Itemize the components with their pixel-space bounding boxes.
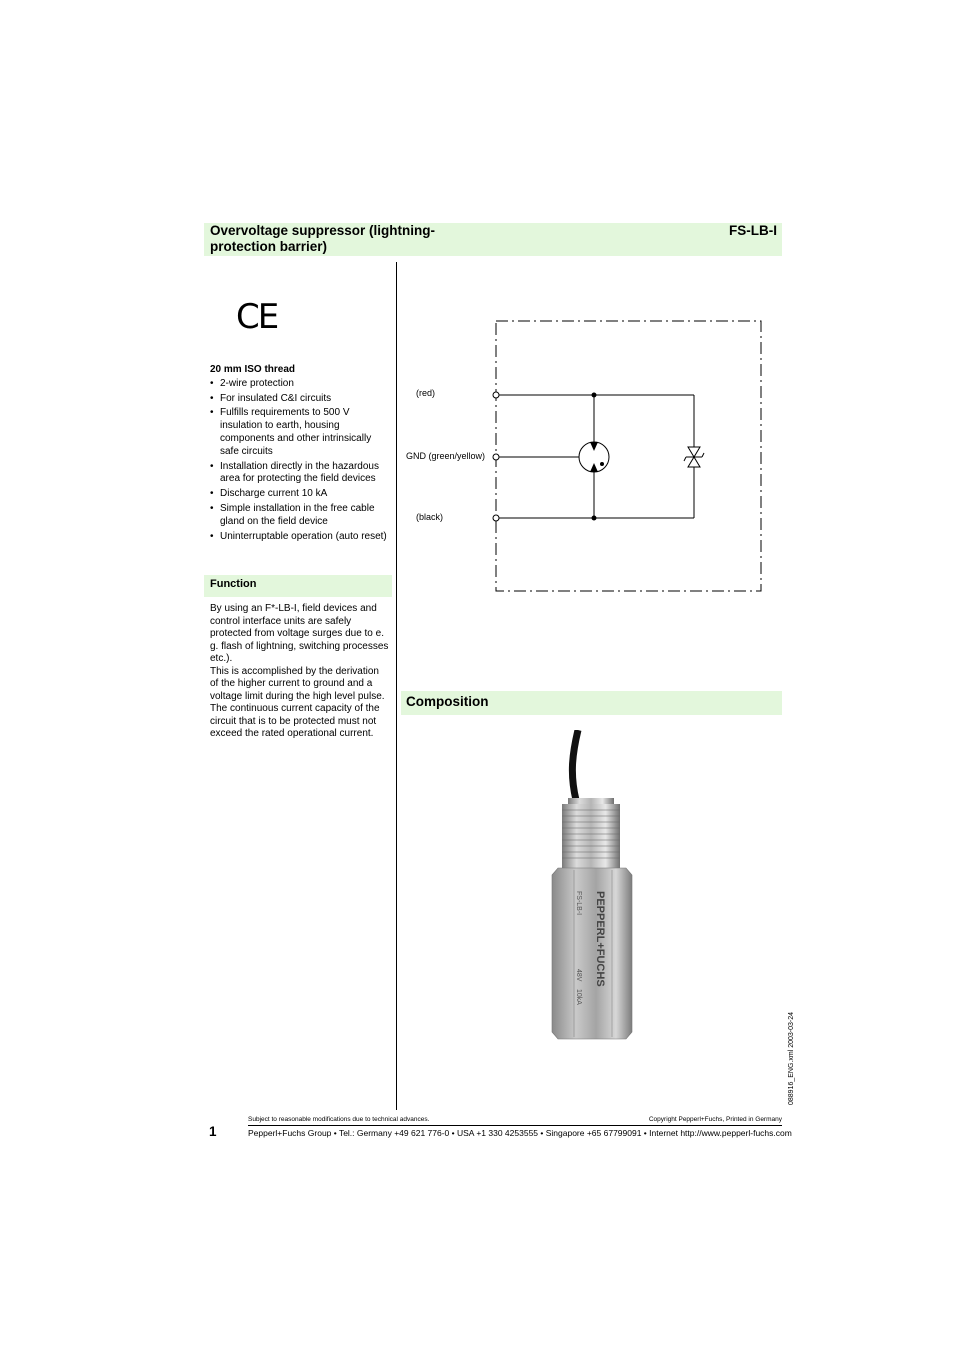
feature-item: • 2-wire protection: [210, 378, 388, 391]
function-text: By using an F*-LB-I, field devices and control interface units are safely protected from voltage surges due to e. g. flash of lightning, switching processes etc.). This is accomplished by the derivation of the higher current to ground and a voltage limit during the high level pulse. The continuous current capacity of the circuit that is to be protected must not exceed the rated operational current.: [210, 603, 389, 739]
page-title: Overvoltage suppressor (lightning-protection barrier): [210, 223, 436, 254]
footer-contact: Pepperl+Fuchs Group • Tel.: Germany +49 621 776-0 • USA +1 330 4253555 • Singapore +65 67799091 • Internet http://www.pepperl-fuchs.com: [248, 1128, 792, 1138]
product-photo: [540, 730, 650, 1045]
footer-copyright: Copyright Pepperl+Fuchs, Printed in Germany: [648, 1116, 782, 1123]
thread-section: [562, 804, 620, 868]
feature-item: • Installation directly in the hazardous area for protecting the field devices: [210, 461, 388, 487]
terminal-red: [493, 392, 499, 398]
footer-rule: [248, 1125, 782, 1126]
function-title: Function: [210, 578, 257, 590]
feature-item: • Fulfills requirements to 500 V insulation to earth, housing components and other intrinsically safe circuits: [210, 407, 388, 458]
enclosure-boundary: [496, 321, 761, 591]
wire-label-black: (black): [416, 512, 444, 522]
brand-label: PEPPERL+FUCHS: [594, 891, 606, 987]
voltage-label: 48V: [575, 969, 582, 982]
tvs-diode-icon: [688, 447, 700, 457]
current-label: 10kA: [575, 989, 582, 1005]
product-code: FS-LB-I: [729, 223, 777, 238]
circuit-diagram: [400, 310, 770, 600]
ce-mark-icon: CE: [236, 297, 278, 337]
features-block: [210, 364, 388, 545]
page-number: 1: [209, 1124, 217, 1139]
feature-item: • Discharge current 10 kA: [210, 488, 388, 501]
hex-body: [552, 868, 632, 1039]
features-heading: 20 mm ISO thread: [210, 364, 296, 375]
model-label: FS-LB-I: [575, 891, 582, 916]
feature-item: • For insulated C&I circuits: [210, 393, 388, 406]
terminal-black: [493, 515, 499, 521]
feature-item: • Uninterruptable operation (auto reset): [210, 531, 388, 544]
footer-note: Subject to reasonable modifications due to technical advances.: [248, 1116, 430, 1123]
wire-label-red: (red): [416, 388, 436, 398]
terminal-gnd: [493, 454, 499, 460]
features-list: [210, 378, 388, 544]
wire-label-gnd: GND (green/yellow): [406, 451, 486, 461]
document-code: 088916_ENG.xml 2003-03-24: [788, 1011, 795, 1105]
cable: [572, 730, 578, 800]
column-divider: [396, 262, 397, 1110]
feature-item: • Simple installation in the free cable gland on the field device: [210, 503, 388, 529]
composition-title: Composition: [406, 694, 489, 709]
